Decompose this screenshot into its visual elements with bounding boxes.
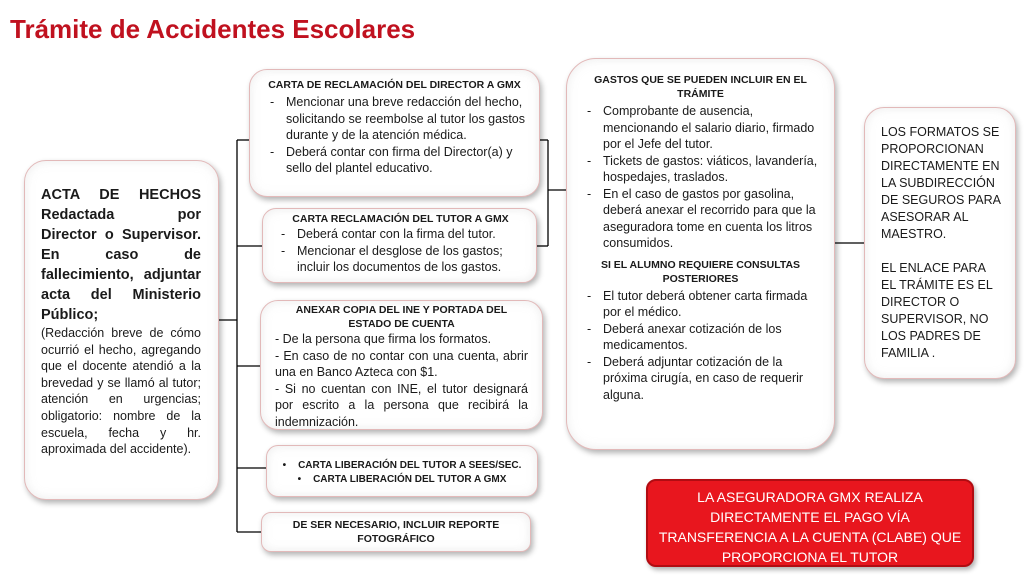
carta-director-item: - Deberá contar con firma del Director(a) y sello del plantel educativo. bbox=[264, 144, 525, 177]
carta-director-item: - Mencionar una breve redacción del hecho, solicitando se reembolse al tutor los gastos durante y de la atención médica. bbox=[264, 94, 525, 144]
consultas-heading: SI EL ALUMNO REQUIERE CONSULTAS POSTERIORES bbox=[600, 258, 801, 285]
liberacion-box bbox=[266, 445, 538, 497]
carta-tutor-item: - Deberá contar con la firma del tutor. bbox=[275, 226, 526, 243]
aseguradora-alert-box bbox=[646, 479, 974, 567]
enlace-paragraph: EL ENLACE PARA EL TRÁMITE ES EL DIRECTOR O SUPERVISOR, NO LOS PADRES DE FAMILIA . bbox=[881, 261, 993, 360]
carta-tutor-heading: CARTA RECLAMACIÓN DEL TUTOR A GMX bbox=[292, 213, 509, 225]
ine-line: - Si no cuentan con INE, el tutor designará por escrito a la persona que recibirá la indemnización. bbox=[275, 381, 528, 429]
liberacion-item: • CARTA LIBERACIÓN DEL TUTOR A SEES/SEC. bbox=[273, 459, 531, 473]
consultas-item: - Deberá adjuntar cotización de la próxima cirugía, en caso de requerir alguna. bbox=[581, 354, 820, 404]
ine-line: - De la persona que firma los formatos. bbox=[275, 332, 492, 346]
acta-title: ACTA DE HECHOS Redactada por Director o Supervisor. En caso de fallecimiento, adjuntar acta del Ministerio Público; bbox=[41, 187, 201, 323]
carta-director-heading: CARTA DE RECLAMACIÓN DEL DIRECTOR A GMX bbox=[268, 79, 521, 91]
ine-heading: ANEXAR COPIA DEL INE Y PORTADA DEL ESTADO DE CUENTA bbox=[295, 304, 508, 330]
carta-tutor-box bbox=[262, 208, 537, 283]
consultas-item: - Deberá anexar cotización de los medicamentos. bbox=[581, 321, 820, 354]
ine-box bbox=[260, 300, 543, 430]
consultas-item: - El tutor deberá obtener carta firmada por el médico. bbox=[581, 288, 820, 321]
formatos-paragraph: LOS FORMATOS SE PROPORCIONAN DIRECTAMENTE EN LA SUBDIRECCIÓN DE SEGUROS PARA ASESORAR AL MAESTRO. bbox=[881, 125, 1001, 241]
gastos-item: - Tickets de gastos: viáticos, lavandería, hospedajes, traslados. bbox=[581, 153, 820, 186]
formatos-box bbox=[864, 107, 1016, 379]
page-title: Trámite de Accidentes Escolares bbox=[10, 14, 416, 44]
gastos-box bbox=[566, 58, 835, 450]
aseguradora-text: LA ASEGURADORA GMX REALIZA DIRECTAMENTE EL PAGO VÍA TRANSFERENCIA A LA CUENTA (CLABE) QUE PROPORCIONA EL TUTOR bbox=[658, 489, 962, 565]
carta-director-box bbox=[249, 69, 540, 197]
carta-tutor-item: - Mencionar el desglose de los gastos; incluir los documentos de los gastos. bbox=[275, 243, 526, 276]
gastos-item: - En el caso de gastos por gasolina, deberá anexar el recorrido para que la aseguradora tome en cuenta los litros consumidos. bbox=[581, 186, 820, 252]
ine-line: - En caso de no contar con una cuenta, abrir una en Banco Azteca con $1. bbox=[275, 348, 528, 379]
reporte-fotografico-box bbox=[261, 512, 531, 552]
liberacion-item: • CARTA LIBERACIÓN DEL TUTOR A GMX bbox=[273, 473, 531, 487]
gastos-item: - Comprobante de ausencia, mencionando el salario diario, firmado por el Jefe del tutor. bbox=[581, 103, 820, 153]
gastos-heading: GASTOS QUE SE PUEDEN INCLUIR EN EL TRÁMITE bbox=[594, 74, 807, 100]
reporte-text: DE SER NECESARIO, INCLUIR REPORTE FOTOGRÁFICO bbox=[292, 519, 500, 545]
acta-de-hechos-box bbox=[24, 160, 219, 500]
acta-detail: (Redacción breve de cómo ocurrió el hecho, agregando que el docente atendió a la brevedad y se llamó al tutor; atención en urgencias; obligatorio: nombre de la escuela, fecha y hr. aproximada del accidente). bbox=[41, 326, 201, 457]
